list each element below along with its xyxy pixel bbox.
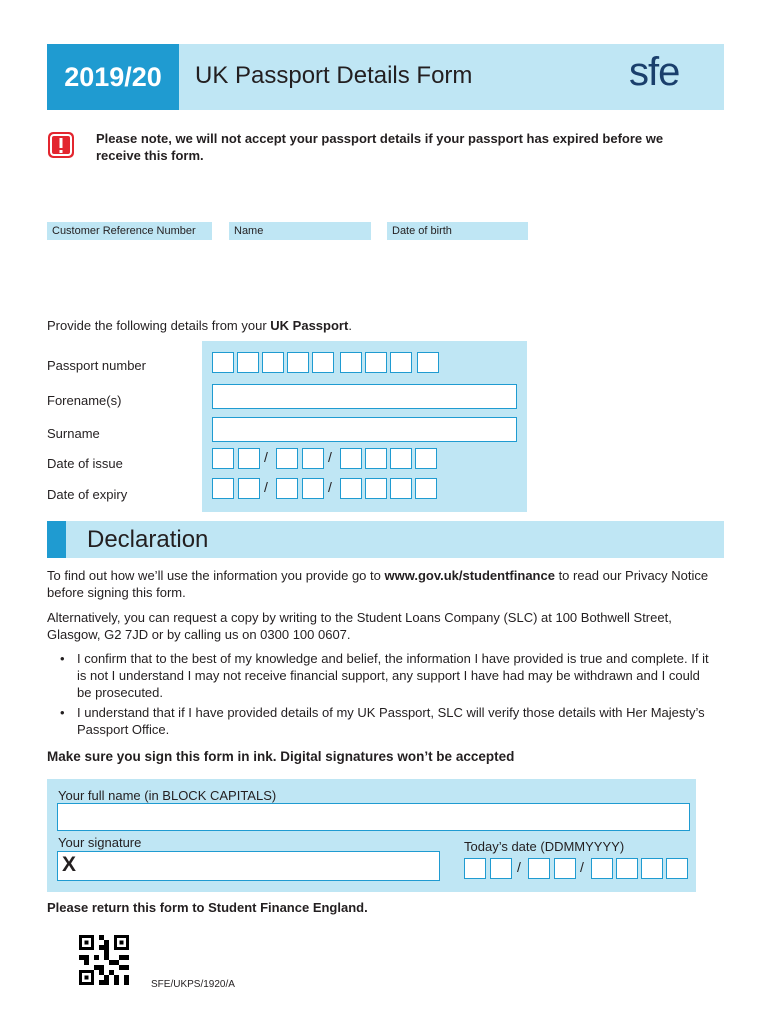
date-separator: / (517, 859, 521, 875)
passport-number-cell[interactable] (340, 352, 362, 373)
signature-label: Your signature (58, 835, 142, 850)
expiry-year-cell[interactable] (415, 478, 437, 499)
passport-number-cell[interactable] (365, 352, 387, 373)
passport-number-cell[interactable] (287, 352, 309, 373)
date-of-issue-label: Date of issue (47, 456, 123, 471)
privacy-paragraph (47, 567, 717, 601)
expiry-day-cell[interactable] (212, 478, 234, 499)
today-year-cell[interactable] (616, 858, 638, 879)
issue-year-cell[interactable] (390, 448, 412, 469)
privacy-suffix: to read our Privacy Notice before signing this form. (47, 568, 709, 600)
issue-month-cell[interactable] (302, 448, 324, 469)
academic-year: 2019/20 (47, 44, 179, 110)
declaration-bullet: I confirm that to the best of my knowledge and belief, the information I have provided is true and complete. If it is not I understand I may not receive financial support, any support I have had may be withdrawn and I could be prosecuted. (77, 651, 709, 700)
today-year-cell[interactable] (591, 858, 613, 879)
sfe-logo: sfe (629, 50, 680, 94)
privacy-prefix: To find out how we’ll use the information you provide go to (47, 568, 385, 583)
signature-box[interactable] (57, 851, 440, 881)
exclamation-icon (47, 131, 75, 159)
expiry-year-cell[interactable] (340, 478, 362, 499)
passport-number-cell[interactable] (312, 352, 334, 373)
today-month-cell[interactable] (528, 858, 550, 879)
intro-text: Provide the following details from your (47, 318, 271, 333)
full-name-label: Your full name (in BLOCK CAPITALS) (58, 788, 277, 803)
barcode-icon (79, 935, 129, 985)
expiry-month-cell[interactable] (276, 478, 298, 499)
bullet-marker: • (60, 705, 65, 720)
passport-number-cell[interactable] (262, 352, 284, 373)
passport-number-cell[interactable] (417, 352, 439, 373)
full-name-input[interactable] (57, 803, 690, 831)
todays-date-label: Today’s date (DDMMYYYY) (464, 839, 625, 854)
today-day-cell[interactable] (464, 858, 486, 879)
passport-panel (202, 341, 527, 512)
expiry-day-cell[interactable] (238, 478, 260, 499)
expiry-year-cell[interactable] (365, 478, 387, 499)
issue-month-cell[interactable] (276, 448, 298, 469)
passport-number-label: Passport number (47, 358, 146, 373)
dob-label: Date of birth (387, 222, 528, 240)
date-separator: / (328, 479, 332, 495)
expiry-month-cell[interactable] (302, 478, 324, 499)
passport-number-cell[interactable] (237, 352, 259, 373)
issue-day-cell[interactable] (212, 448, 234, 469)
expiry-notice: Please note, we will not accept your passport details if your passport has expired before we receive this form. (96, 131, 664, 163)
issue-year-cell[interactable] (365, 448, 387, 469)
surname-label: Surname (47, 426, 100, 441)
forenames-label: Forename(s) (47, 393, 122, 408)
form-code: SFE/UKPS/1920/A (151, 979, 235, 990)
today-year-cell[interactable] (666, 858, 688, 879)
issue-year-cell[interactable] (340, 448, 362, 469)
return-note: Please return this form to Student Finance England. (47, 900, 368, 915)
issue-year-cell[interactable] (415, 448, 437, 469)
today-day-cell[interactable] (490, 858, 512, 879)
date-separator: / (264, 449, 268, 465)
ink-signature-note: Make sure you sign this form in ink. Digital signatures won’t be accepted (47, 749, 515, 764)
today-year-cell[interactable] (641, 858, 663, 879)
name-label: Name (229, 222, 371, 240)
declaration-bullet: I understand that if I have provided details of my UK Passport, SLC will verify those details with Her Majesty’s Passport Office. (77, 705, 705, 737)
bullet-marker: • (60, 651, 65, 666)
signature-panel (47, 779, 696, 892)
date-separator: / (264, 479, 268, 495)
passport-intro (47, 318, 352, 333)
passport-number-cell[interactable] (390, 352, 412, 373)
form-title: UK Passport Details Form (195, 62, 473, 89)
declaration-accent (47, 521, 66, 558)
expiry-year-cell[interactable] (390, 478, 412, 499)
signature-mark: X (62, 853, 77, 876)
forenames-input[interactable] (212, 384, 517, 409)
intro-suffix: . (348, 318, 352, 333)
issue-day-cell[interactable] (238, 448, 260, 469)
crn-label: Customer Reference Number (47, 222, 212, 240)
declaration-title: Declaration (87, 526, 209, 553)
passport-number-cell[interactable] (212, 352, 234, 373)
date-separator: / (580, 859, 584, 875)
date-separator: / (328, 449, 332, 465)
privacy-link[interactable]: www.gov.uk/studentfinance (384, 568, 555, 583)
date-of-expiry-label: Date of expiry (47, 487, 128, 502)
today-month-cell[interactable] (554, 858, 576, 879)
intro-bold: UK Passport (270, 318, 349, 333)
alternative-paragraph: Alternatively, you can request a copy by writing to the Student Loans Company (SLC) at 100 Bothwell Street, Glasgow, G2 7JD or by calling us on 0300 100 0607. (47, 610, 672, 642)
surname-input[interactable] (212, 417, 517, 442)
